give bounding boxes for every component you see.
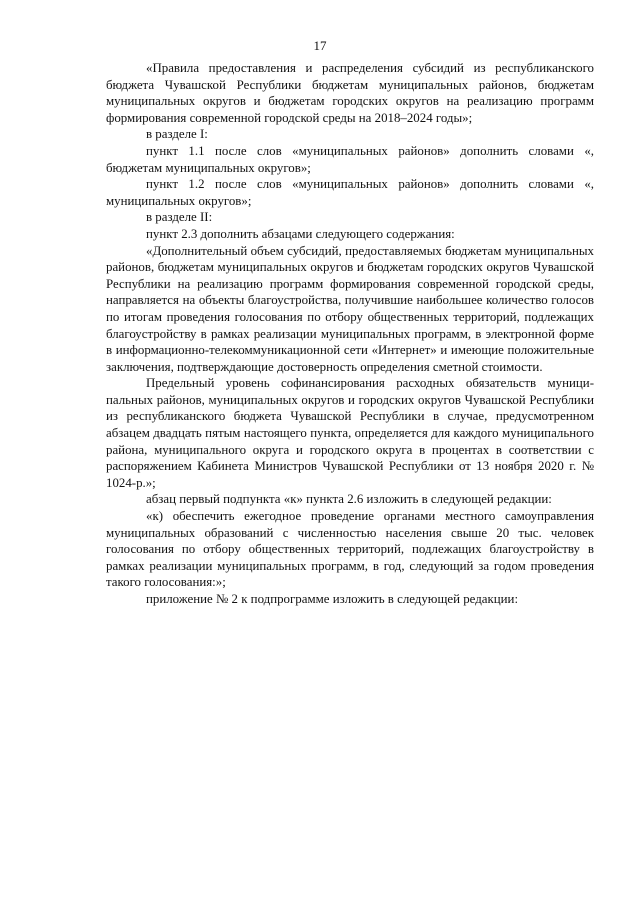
paragraph-section-1: в разделе I: bbox=[146, 127, 208, 142]
paragraph-appendix-2: приложение № 2 к подпрограмме изложить в следующей редакции: bbox=[146, 592, 519, 606]
page-number: 17 bbox=[313, 38, 327, 53]
paragraph-cofinancing-level: Предельный уровень софинансирования расходных обязательств муниципальных районов, муниципальных округов и городских округов Чувашской Республики из республиканского бюджета Чувашской Республики в случае, предусмотренном абзацем двадцать пятым настоящего пункта, определяется для каждого муниципального района, муниципального округа и городского округа в процентах в соответствии с распоряжением Кабинета Министров Чувашской Республики от 13 ноября 2020 г. № 1024-р.»; bbox=[106, 376, 594, 490]
paragraph-subpoint-k: «к) обеспечить ежегодное проведение органами местного самоуправления муниципальных образований с численностью населения свыше 20 тыс. человек голосования по отбору общественных территорий, подлежащих благоустройству в рамках реализации муниципальных программ, в год, следующий за годом проведения такого голосования:»; bbox=[106, 509, 594, 590]
paragraph-additional-subsidy: «Дополнительный объем субсидий, предоставляемых бюджетам муниципальных районов, бюджетам муниципальных округов и бюджетам городских округов Чувашской Республики на реализацию программ формирования современной городской среды, направляется на объекты благоустройства, получившие наибольшее количество голосов по итогам проведения голосования по отбору общественных территорий, подлежащих благоустройству в рамках реализации муниципальных программ, в электронной форме в информационно-телекоммуникационной сети «Интернет» и имеющие положительные заключения, подтверждающие достоверность определения сметной стоимости. bbox=[106, 243, 594, 374]
paragraph-rules-title: «Правила предоставления и распределения субсидий из республиканского бюджета Чувашской Республики бюджетам муниципальных районов, бюджетам муниципальных округов и бюджетам городских округов на реализацию программ формирования современной городской среды на 2018–2024 годы»; bbox=[106, 61, 594, 125]
paragraph-point-2-6: абзац первый подпункта «к» пункта 2.6 изложить в следующей редакции: bbox=[146, 492, 552, 507]
document-body bbox=[106, 60, 594, 608]
paragraph-point-2-3: пункт 2.3 дополнить абзацами следующего содержания: bbox=[146, 226, 455, 241]
paragraph-point-1-2: пункт 1.2 после слов «муниципальных районов» дополнить словами «, муниципальных округов»; bbox=[106, 177, 594, 208]
paragraph-point-1-1: пункт 1.1 после слов «муниципальных районов» дополнить словами «, бюджетам муниципальных округов»; bbox=[106, 143, 594, 175]
paragraph-section-2: в разделе II: bbox=[146, 210, 213, 225]
